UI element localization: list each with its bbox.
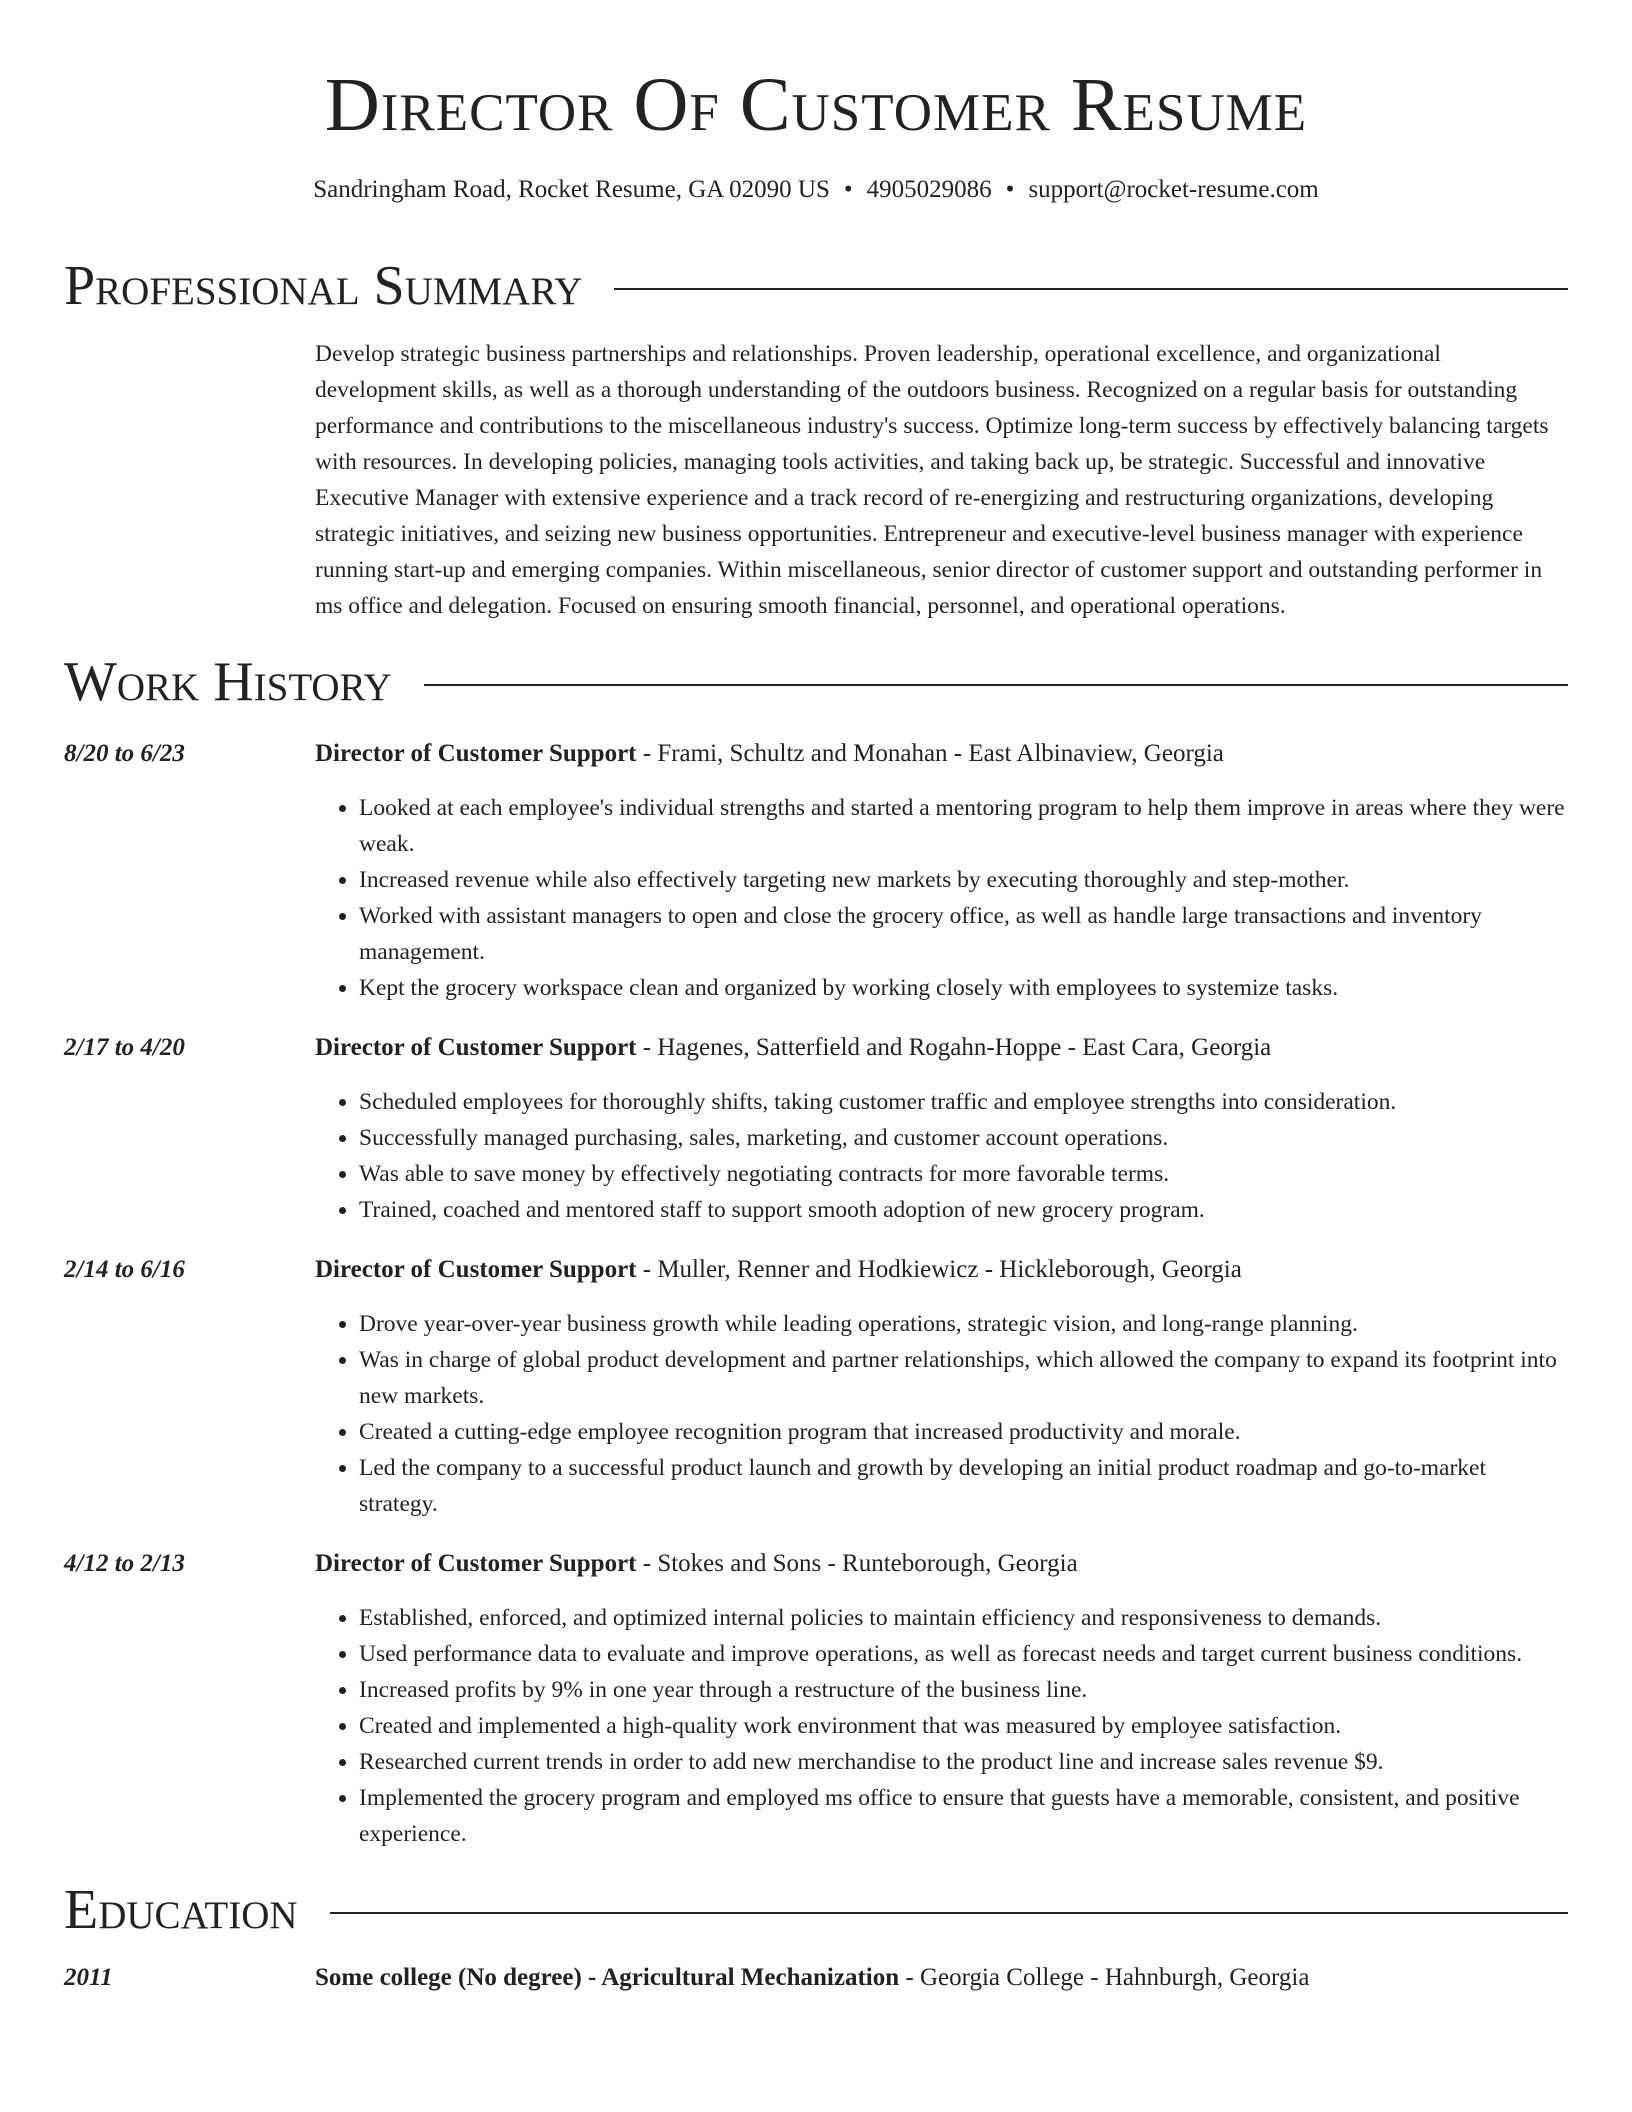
job-employer: - Stokes and Sons - Runteborough, Georgia [636, 1550, 1078, 1577]
education-list [64, 1960, 1568, 1996]
education-entry [64, 1960, 1568, 1996]
contact-email: support@rocket-resume.com [1028, 176, 1319, 203]
job-title: Director of Customer Support [315, 1256, 637, 1283]
job-bullets [315, 1600, 1568, 1852]
job-bullets [315, 1306, 1568, 1522]
job-bullet: • Successfully managed purchasing, sales, marketing, and customer account operations. [359, 1120, 1568, 1156]
job-bullet: • Researched current trends in order to add new merchandise to the product line and increase sales revenue $9. [359, 1744, 1568, 1780]
job-bullet: • Led the company to a successful product launch and growth by developing an initial product roadmap and go-to-market strategy. [359, 1450, 1568, 1522]
education-school: - Georgia College - Hahnburgh, Georgia [899, 1964, 1310, 1991]
education-details [315, 1960, 1309, 1996]
job-bullet: • Looked at each employee's individual strengths and started a mentoring program to help them improve in areas where they were weak. [359, 790, 1568, 862]
job-bullets [315, 1084, 1568, 1228]
job-bullet: • Increased revenue while also effectively targeting new markets by executing thoroughly and step-mother. [359, 862, 1568, 898]
resume-page [64, 0, 1568, 1996]
job-entry [64, 1252, 1568, 1522]
job-dates: 8/20 to 6/23 [64, 740, 185, 767]
job-dates: 2/14 to 6/16 [64, 1256, 185, 1283]
job-entry [64, 1546, 1568, 1852]
job-employer: - Hagenes, Satterfield and Rogahn-Hoppe - East Cara, Georgia [636, 1034, 1272, 1061]
job-bullet: • Kept the grocery workspace clean and organized by working closely with employees to systemize tasks. [359, 970, 1568, 1006]
job-employer: - Frami, Schultz and Monahan - East Albinaview, Georgia [636, 740, 1224, 767]
contact-line [64, 172, 1568, 208]
job-bullet: • Worked with assistant managers to open and close the grocery office, as well as handle large transactions and inventory management. [359, 898, 1568, 970]
job-bullet: • Was in charge of global product development and partner relationships, which allowed the company to expand its footprint into new markets. [359, 1342, 1568, 1414]
job-bullets [315, 790, 1568, 1006]
contact-separator: • [1005, 176, 1015, 203]
section-divider [614, 288, 1568, 290]
job-bullet: • Trained, coached and mentored staff to support smooth adoption of new grocery program. [359, 1192, 1568, 1228]
job-bullet: • Increased profits by 9% in one year through a restructure of the business line. [359, 1672, 1568, 1708]
section-divider [424, 684, 1568, 686]
job-heading [315, 736, 1568, 772]
job-bullet: • Established, enforced, and optimized internal policies to maintain efficiency and responsiveness to demands. [359, 1600, 1568, 1636]
education-year: 2011 [64, 1964, 113, 1991]
job-details [315, 1252, 1568, 1522]
resume-title: Director Of Customer Resume [324, 63, 1308, 147]
contact-address: Sandringham Road, Rocket Resume, GA 02090 US [313, 176, 830, 203]
job-employer: - Muller, Renner and Hodkiewicz - Hickleborough, Georgia [636, 1256, 1242, 1283]
job-details [315, 1546, 1568, 1852]
summary-heading [64, 254, 1568, 318]
summary-heading-label: Professional Summary [64, 255, 583, 317]
job-bullet: • Created a cutting-edge employee recognition program that increased productivity and morale. [359, 1414, 1568, 1450]
contact-separator: • [843, 176, 853, 203]
job-dates: 2/17 to 4/20 [64, 1034, 185, 1061]
job-bullet: • Drove year-over-year business growth while leading operations, strategic vision, and long-range planning. [359, 1306, 1568, 1342]
job-title: Director of Customer Support [315, 740, 637, 767]
job-heading [315, 1252, 1568, 1288]
job-bullet: • Scheduled employees for thoroughly shifts, taking customer traffic and employee strengths into consideration. [359, 1084, 1568, 1120]
education-heading [64, 1878, 1568, 1942]
job-bullet: • Created and implemented a high-quality work environment that was measured by employee satisfaction. [359, 1708, 1568, 1744]
job-bullet: • Implemented the grocery program and employed ms office to ensure that guests have a memorable, consistent, and positive experience. [359, 1780, 1568, 1852]
job-entry [64, 736, 1568, 1006]
job-bullet: • Used performance data to evaluate and improve operations, as well as forecast needs and target current business conditions. [359, 1636, 1568, 1672]
job-entry [64, 1030, 1568, 1228]
job-title: Director of Customer Support [315, 1550, 637, 1577]
job-details [315, 1030, 1568, 1228]
job-dates: 4/12 to 2/13 [64, 1550, 185, 1577]
contact-phone: 4905029086 [866, 176, 992, 203]
work-history-heading [64, 650, 1568, 714]
work-history-list [64, 736, 1568, 1852]
work-history-heading-label: Work History [64, 651, 392, 713]
education-heading-label: Education [64, 1879, 298, 1941]
education-degree: Some college (No degree) - Agricultural Mechanization [315, 1964, 900, 1991]
job-heading [315, 1546, 1568, 1582]
summary-text: Develop strategic business partnerships and relationships. Proven leadership, operational excellence, and organizational development skills, as well as a thorough understanding of the outdoors business. Recognized on a regular basis for outstanding performance and contributions to the miscellaneous industry's success. Optimize long-term success by effectively balancing targets with resources. In developing policies, managing tools activities, and taking back up, be strategic. Successful and innovative Executive Manager with extensive experience and a track record of re-energizing and restructuring organizations, developing strategic initiatives, and seizing new business opportunities. Entrepreneur and executive-level business manager with experience running start-up and emerging companies. Within miscellaneous, senior director of customer support and outstanding performer in ms office and delegation. Focused on ensuring smooth financial, personnel, and operational operations. [315, 341, 1549, 619]
job-heading [315, 1030, 1568, 1066]
job-details [315, 736, 1568, 1006]
job-bullet: • Was able to save money by effectively negotiating contracts for more favorable terms. [359, 1156, 1568, 1192]
section-divider [330, 1912, 1568, 1914]
job-title: Director of Customer Support [315, 1034, 637, 1061]
